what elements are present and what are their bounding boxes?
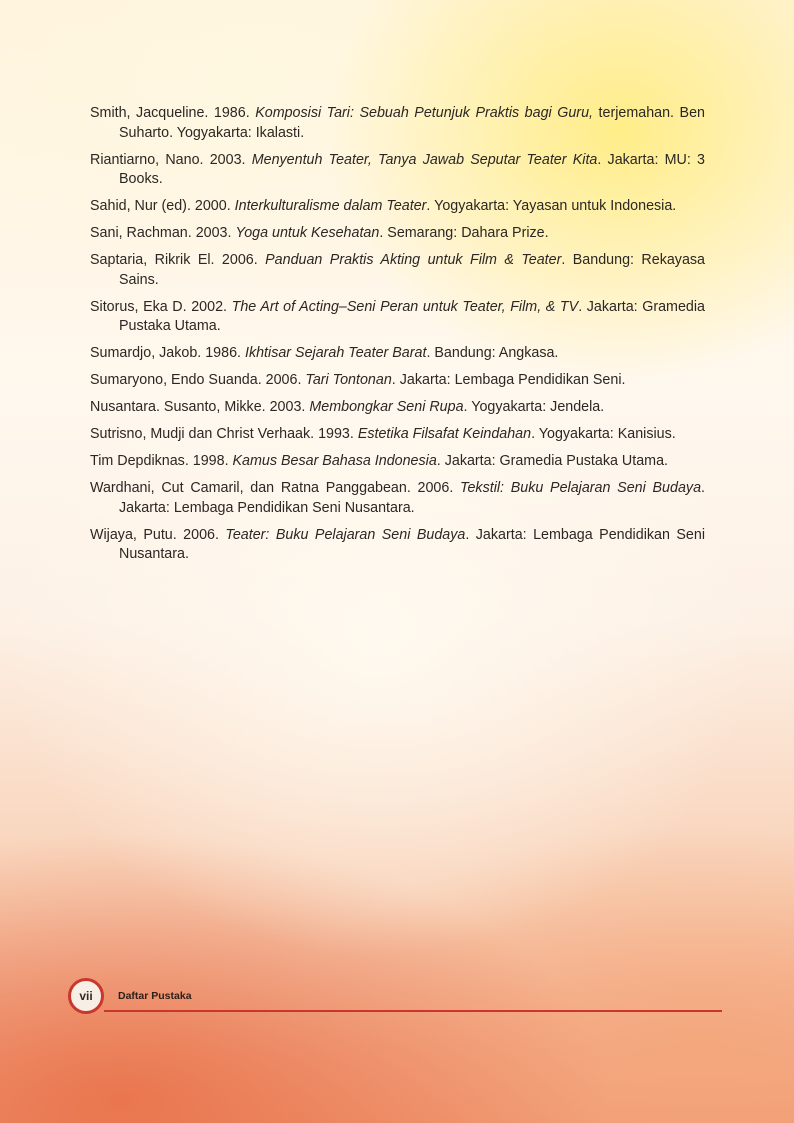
reference-entry: [90, 151, 705, 190]
reference-title: Menyentuh Teater, Tanya Jawab Seputar Teater Kita: [251, 151, 598, 168]
reference-title: Kamus Besar Bahasa Indonesia: [232, 453, 437, 469]
reference-author: Tim Depdiknas. 1998.: [90, 453, 233, 469]
reference-title: The Art of Acting–Seni Peran untuk Teater, Film, & TV: [231, 298, 579, 315]
reference-publisher: . Jakarta: Gramedia Pustaka Utama.: [119, 298, 705, 334]
reference-author: Saptaria, Rikrik El. 2006.: [90, 252, 266, 268]
reference-title: Membongkar Seni Rupa: [309, 399, 464, 415]
reference-author: Sumaryono, Endo Suanda. 2006.: [90, 372, 306, 388]
reference-author: Sutrisno, Mudji dan Christ Verhaak. 1993.: [90, 426, 358, 442]
reference-entry: [90, 224, 705, 244]
reference-entry: [90, 371, 705, 391]
reference-author: Riantiarno, Nano. 2003.: [90, 151, 252, 168]
reference-title: Tekstil: Buku Pelajaran Seni Budaya: [460, 480, 702, 496]
reference-publisher: terjemahan. Ben Suharto. Yogyakarta: Ikalasti.: [119, 105, 705, 141]
reference-title: Panduan Praktis Akting untuk Film & Teater: [265, 252, 562, 268]
reference-publisher: . Yogyakarta: Yayasan untuk Indonesia.: [426, 198, 677, 214]
reference-publisher: . Semarang: Dahara Prize.: [379, 225, 549, 241]
footer-divider: [104, 1010, 722, 1012]
reference-title: Teater: Buku Pelajaran Seni Budaya: [225, 526, 466, 543]
reference-author: Sumardjo, Jakob. 1986.: [90, 345, 245, 361]
reference-publisher: . Jakarta: Lembaga Pendidikan Seni Nusantara.: [119, 526, 705, 562]
reference-publisher: . Yogyakarta: Kanisius.: [531, 426, 676, 442]
reference-entry: [90, 344, 705, 364]
reference-author: Wardhani, Cut Camaril, dan Ratna Panggabean. 2006.: [90, 480, 461, 496]
reference-author: Wijaya, Putu. 2006.: [90, 526, 226, 543]
reference-list: [90, 104, 705, 572]
reference-publisher: . Bandung: Angkasa.: [426, 345, 559, 361]
reference-entry: [90, 197, 705, 217]
reference-entry: [90, 425, 705, 445]
reference-entry: [90, 251, 705, 290]
reference-author: Nusantara. Susanto, Mikke. 2003.: [90, 399, 310, 415]
reference-publisher: . Jakarta: Lembaga Pendidikan Seni Nusantara.: [119, 480, 705, 516]
reference-publisher: . Jakarta: Gramedia Pustaka Utama.: [436, 453, 669, 469]
reference-entry: [90, 298, 705, 337]
reference-entry: [90, 526, 705, 565]
reference-publisher: . Jakarta: Lembaga Pendidikan Seni.: [391, 372, 626, 388]
page-number: vii: [79, 989, 93, 1003]
reference-entry: [90, 398, 705, 418]
reference-author: Sahid, Nur (ed). 2000.: [90, 198, 235, 214]
reference-title: Estetika Filsafat Keindahan: [357, 426, 532, 442]
page-number-badge: [68, 978, 104, 1014]
reference-entry: [90, 479, 705, 518]
reference-title: Yoga untuk Kesehatan: [235, 225, 380, 241]
reference-author: Sitorus, Eka D. 2002.: [90, 298, 232, 315]
reference-title: Tari Tontonan: [305, 372, 392, 388]
reference-title: Interkulturalisme dalam Teater: [234, 198, 427, 214]
reference-publisher: . Bandung: Rekayasa Sains.: [119, 252, 705, 288]
reference-entry: [90, 452, 705, 472]
reference-entry: [90, 104, 705, 143]
page-footer: [68, 978, 722, 1022]
footer-section-title: Daftar Pustaka: [118, 990, 192, 1002]
reference-publisher: . Yogyakarta: Jendela.: [463, 399, 605, 415]
reference-publisher: . Jakarta: MU: 3 Books.: [119, 151, 705, 187]
reference-title: Komposisi Tari: Sebuah Petunjuk Praktis bagi Guru,: [255, 105, 593, 121]
reference-author: Smith, Jacqueline. 1986.: [90, 105, 256, 121]
reference-title: Ikhtisar Sejarah Teater Barat: [244, 345, 427, 361]
reference-author: Sani, Rachman. 2003.: [90, 225, 236, 241]
